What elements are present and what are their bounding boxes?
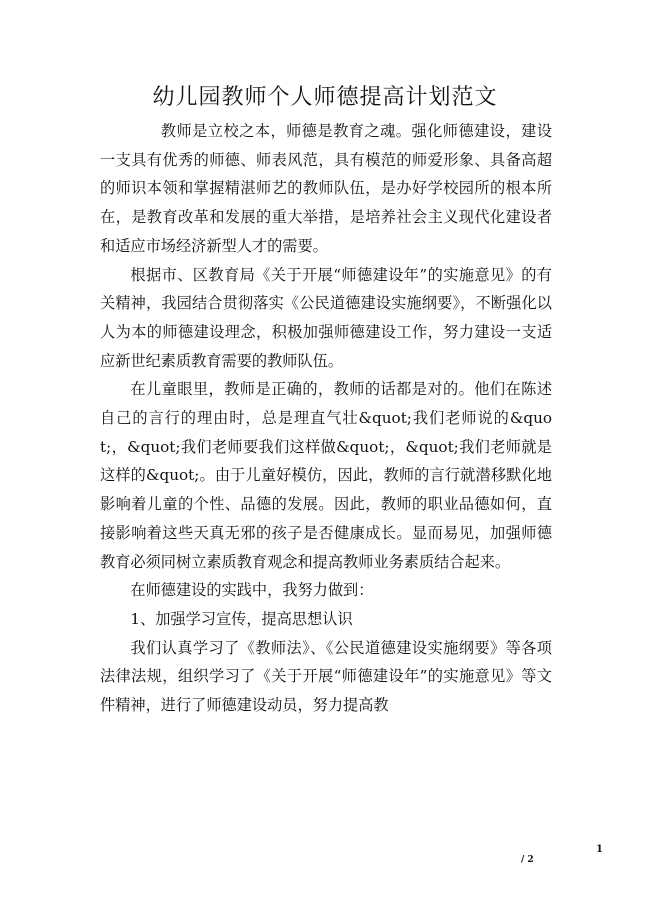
document-title: 幼儿园教师个人师德提高计划范文 (152, 85, 498, 110)
paragraph: 教师是立校之本，师德是教育之魂。强化师德建设，建设一支具有优秀的师德、师表风范，具有模范的师爱形象、具备高超的师识本领和掌握精湛师艺的教师队伍，是办好学校园所的根本所在，是教育改革和发展的重大举措，是培养社会主义现代化建设者和适应市场经济新型人才的需要。 (100, 122, 552, 255)
section-heading: 1、加强学习宣传，提高思想认识 (130, 609, 353, 628)
paragraph: 在儿童眼里，教师是正确的，教师的话都是对的。他们在陈述自己的言行的理由时，总是理直气壮&quot;我们老师说的&quot;，&quot;我们老师要我们这样做&quot;，&quot;我们老师就是这样的&quot;。由于儿童好模仿，因此，教师的言行就潜移默化地影响着儿童的个性、品德的发展。因此，教师的职业品德如何，直接影响着这些天真无邪的孩子是否健康成长。显而易见，加强师德教育必须同树立素质教育观念和提高教师业务素质结合起来。 (100, 380, 552, 571)
paragraph: 我们认真学习了《教师法》、《公民道德建设实施纲要》等各项法律法规，组织学习了《关于开展“师德建设年”的实施意见》等文件精神，进行了师德建设动员，努力提高教 (100, 638, 552, 715)
page-number: 1 (596, 844, 603, 855)
paragraph: 根据市、区教育局《关于开展“师德建设年”的实施意见》的有关精神，我园结合贯彻落实《公民道德建设实施纲要》，不断强化以人为本的师德建设理念，积极加强师德建设工作，努力建设一支适应新世纪素质教育需要的教师队伍。 (100, 265, 552, 370)
page-total: / 2 (521, 855, 534, 865)
paragraph: 在师德建设的实践中，我努力做到： (130, 581, 374, 600)
document-body (100, 117, 552, 720)
